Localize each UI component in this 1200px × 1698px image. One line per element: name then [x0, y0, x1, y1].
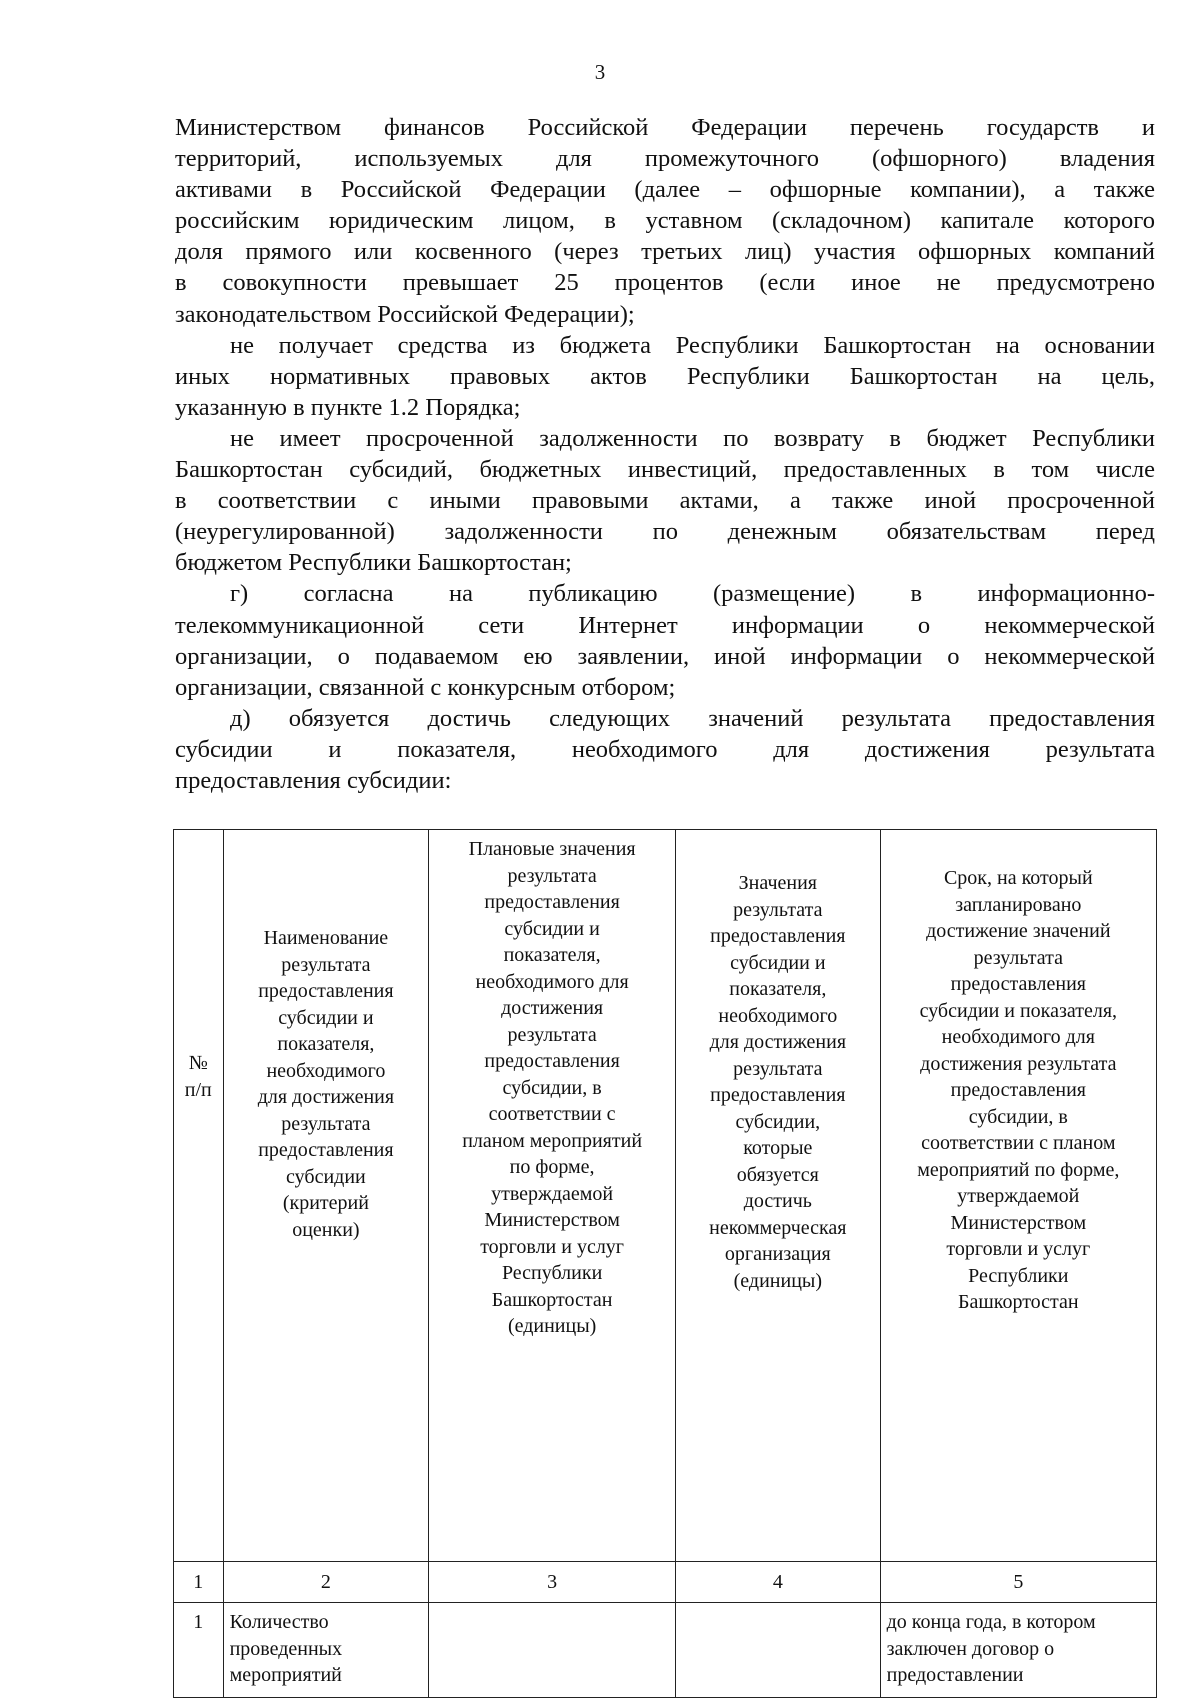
table-header-row: [174, 830, 1157, 1562]
header-committed-values: Значения результата предоставления субсидии и показателя, необходимого для достижения результата предоставления субсидии, которые обязуется достичь некоммерческая организация (единицы): [676, 830, 881, 1562]
paragraph-line: доля прямого или косвенного (через третьих лиц) участия офшорных компаний: [175, 238, 1155, 266]
row-deadline-cell: до конца года, в котором заключен договор о предоставлении: [880, 1603, 1156, 1698]
column-number-row: [174, 1562, 1157, 1603]
paragraph-line: д) обязуется достичь следующих значений результата предоставления: [230, 704, 1155, 732]
page-number: 3: [594, 60, 606, 84]
paragraph-line: законодательством Российской Федерации);: [175, 300, 635, 328]
column-number-3: 3: [429, 1562, 676, 1603]
column-number-1: 1: [174, 1562, 224, 1603]
row-result-name-cell: Количество проведенных мероприятий: [223, 1603, 429, 1698]
paragraph-line: субсидии и показателя, необходимого для достижения результата: [175, 735, 1155, 763]
paragraph-line: российским юридическим лицом, в уставном (складочном) капитале которого: [175, 207, 1155, 235]
paragraph-line: территорий, используемых для промежуточного (офшорного) владения: [175, 145, 1155, 173]
header-result-name: Наименование результата предоставления субсидии и показателя, необходимого для достижения результата предоставления субсидии (критерий оценки): [223, 830, 429, 1562]
header-planned-values: Плановые значения результата предоставления субсидии и показателя, необходимого для достижения результата предоставления субсидии, в соответствии с планом мероприятий по форме, утверждаемой Министерством торговли и услуг Республики Башкортостан (единицы): [429, 830, 676, 1562]
paragraph-line: в соответствии с иными правовыми актами, а также иной просроченной: [175, 487, 1155, 515]
header-deadline: Срок, на который запланировано достижение значений результата предоставления субсидии и показателя, необходимого для достижения результата предоставления субсидии, в соответствии с планом мероприятий по форме, утверждаемой Министерством торговли и услуг Республики Башкортостан: [880, 830, 1156, 1562]
paragraph-line: организации, о подаваемом ею заявлении, иной информации о некоммерческой: [175, 642, 1155, 670]
table-row: [174, 1603, 1157, 1698]
paragraph-line: Министерством финансов Российской Федерации перечень государств и: [175, 114, 1155, 141]
column-number-4: 4: [676, 1562, 881, 1603]
results-table: [173, 829, 1157, 1698]
paragraph-line: указанную в пункте 1.2 Порядка;: [175, 393, 521, 421]
paragraph-line: г) согласна на публикацию (размещение) в информационно-: [230, 580, 1155, 608]
paragraph-line: иных нормативных правовых актов Республики Башкортостан на цель,: [175, 362, 1155, 390]
paragraph-line: предоставления субсидии:: [175, 766, 452, 794]
paragraph-line: Башкортостан субсидий, бюджетных инвестиций, предоставленных в том числе: [175, 456, 1155, 484]
row-number-cell: 1: [174, 1603, 224, 1698]
row-planned-value-cell: [429, 1603, 676, 1698]
paragraph-line: телекоммуникационной сети Интернет информации о некоммерческой: [175, 611, 1155, 639]
paragraph-line: активами в Российской Федерации (далее – офшорные компании), а также: [175, 176, 1155, 204]
paragraph-line: организации, связанной с конкурсным отбором;: [175, 673, 676, 701]
column-number-5: 5: [880, 1562, 1156, 1603]
paragraph-line: в совокупности превышает 25 процентов (если иное не предусмотрено: [175, 269, 1155, 297]
paragraph-line: не имеет просроченной задолженности по возврату в бюджет Республики: [230, 424, 1155, 452]
paragraph-line: (неурегулированной) задолженности по денежным обязательствам перед: [175, 518, 1155, 546]
paragraph-line: бюджетом Республики Башкортостан;: [175, 549, 572, 577]
header-number: № п/п: [174, 830, 224, 1562]
body-text: [175, 112, 1155, 796]
row-committed-value-cell: [676, 1603, 881, 1698]
paragraph-line: не получает средства из бюджета Республики Башкортостан на основании: [230, 331, 1155, 359]
column-number-2: 2: [223, 1562, 429, 1603]
